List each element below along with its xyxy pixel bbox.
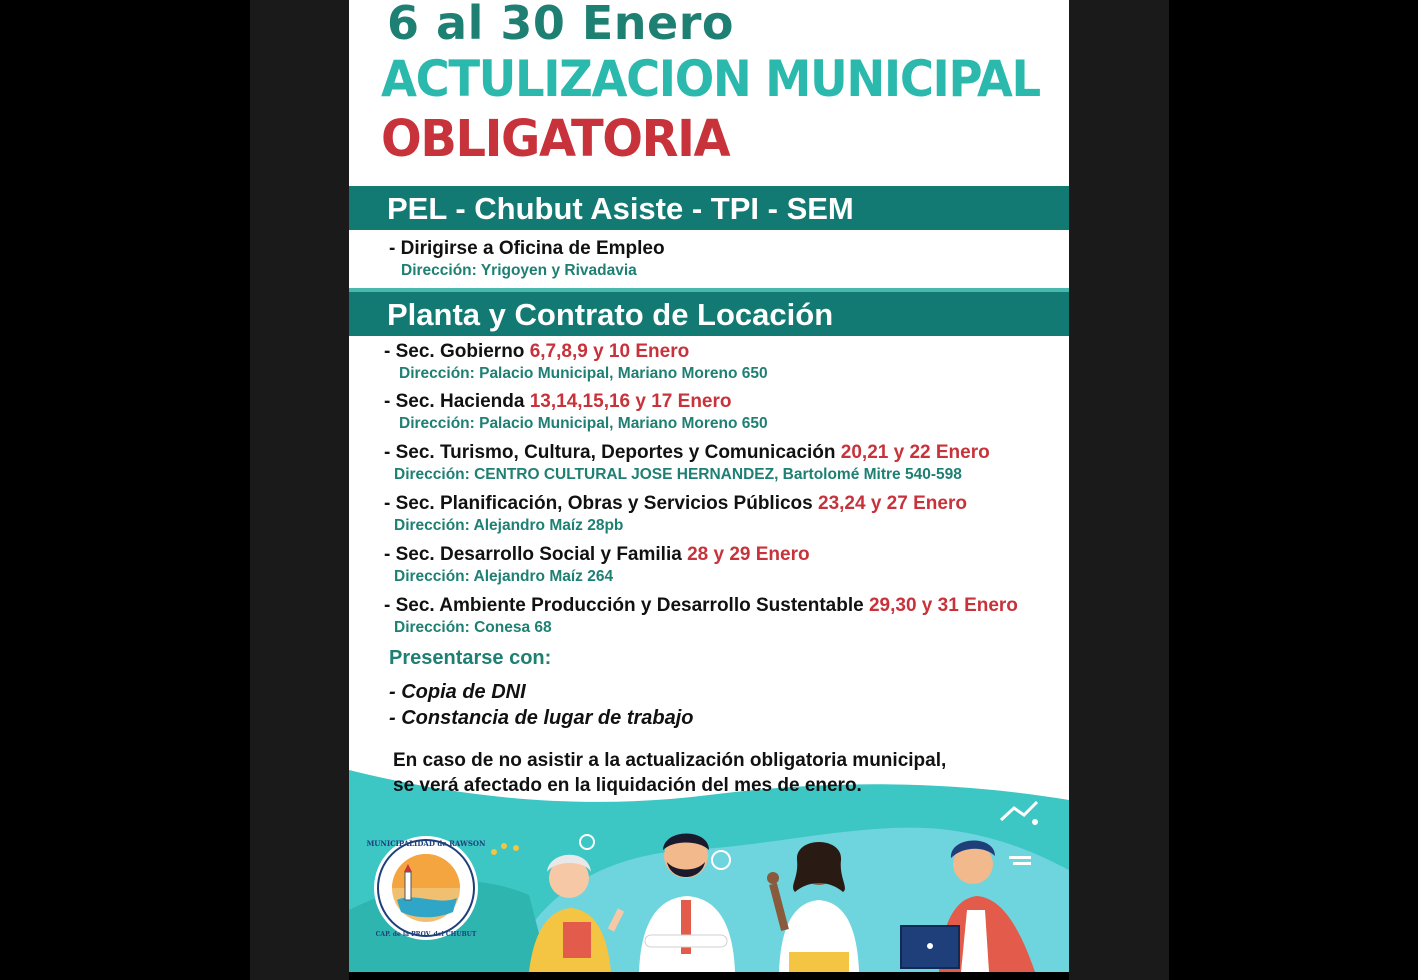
notice-text	[393, 748, 946, 798]
address-hacienda: Dirección: Palacio Municipal, Mariano Moreno 650	[399, 415, 768, 432]
item-dates: 20,21 y 22 Enero	[840, 442, 990, 463]
item-label: - Sec. Turismo, Cultura, Deportes y Comunicación	[384, 442, 841, 463]
dark-frame-right	[1069, 0, 1169, 980]
address-ambiente: Dirección: Conesa 68	[394, 619, 552, 636]
item-label: - Sec. Ambiente Producción y Desarrollo Sustentable	[384, 595, 869, 616]
requirements-heading: Presentarse con:	[389, 647, 552, 669]
item-dates: 23,24 y 27 Enero	[818, 493, 967, 514]
section-heading-programs: PEL - Chubut Asiste - TPI - SEM	[349, 186, 1069, 230]
address-gobierno: Dirección: Palacio Municipal, Mariano Moreno 650	[399, 365, 768, 382]
item-dates: 13,14,15,16 y 17 Enero	[529, 391, 732, 412]
item-label: - Sec. Gobierno	[384, 341, 530, 362]
seal-bottom-text: CAP. de la PROV. del CHUBUT	[375, 931, 477, 938]
list-item-ambiente	[384, 595, 1018, 617]
item-dates: 28 y 29 Enero	[687, 544, 810, 565]
date-range-heading: 6 al 30 Enero	[387, 0, 735, 50]
dark-frame-left	[250, 0, 349, 980]
list-item-desarrollo-social	[384, 544, 810, 566]
address-planificacion: Dirección: Alejandro Maíz 28pb	[394, 517, 624, 534]
item-label: - Sec. Planificación, Obras y Servicios Públicos	[384, 493, 819, 514]
address-turismo: Dirección: CENTRO CULTURAL JOSE HERNANDEZ, Bartolomé Mitre 540-598	[394, 466, 962, 483]
title-actualizacion-municipal: ACTULIZACION MUNICIPAL	[381, 50, 1040, 108]
notice-line-2: se verá afectado en la liquidación del mes de enero.	[393, 775, 862, 796]
list-item-gobierno	[384, 341, 689, 363]
list-item-planificacion	[384, 493, 967, 515]
notice-line-1: En caso de no asistir a la actualización obligatoria municipal,	[393, 750, 947, 771]
section-heading-planta-contrato: Planta y Contrato de Locación	[349, 292, 1069, 336]
seal-top-text: MUNICIPALIDAD de RAWSON	[366, 839, 486, 848]
item-label: - Sec. Desarrollo Social y Familia	[384, 544, 688, 565]
requirement-constancia: - Constancia de lugar de trabajo	[389, 707, 694, 729]
address-desarrollo-social: Dirección: Alejandro Maíz 264	[394, 568, 614, 585]
requirement-dni: - Copia de DNI	[389, 681, 526, 703]
black-frame-left	[0, 0, 250, 980]
item-label: - Sec. Hacienda	[384, 391, 530, 412]
title-obligatoria: OBLIGATORIA	[381, 110, 730, 169]
announcement-poster	[349, 0, 1069, 972]
list-item-hacienda	[384, 391, 732, 413]
address-oficina-empleo: Dirección: Yrigoyen y Rivadavia	[401, 262, 637, 279]
item-dates: 29,30 y 31 Enero	[868, 595, 1018, 616]
item-oficina-empleo: - Dirigirse a Oficina de Empleo	[389, 238, 665, 259]
list-item-turismo	[384, 442, 990, 464]
item-dates: 6,7,8,9 y 10 Enero	[529, 341, 690, 362]
